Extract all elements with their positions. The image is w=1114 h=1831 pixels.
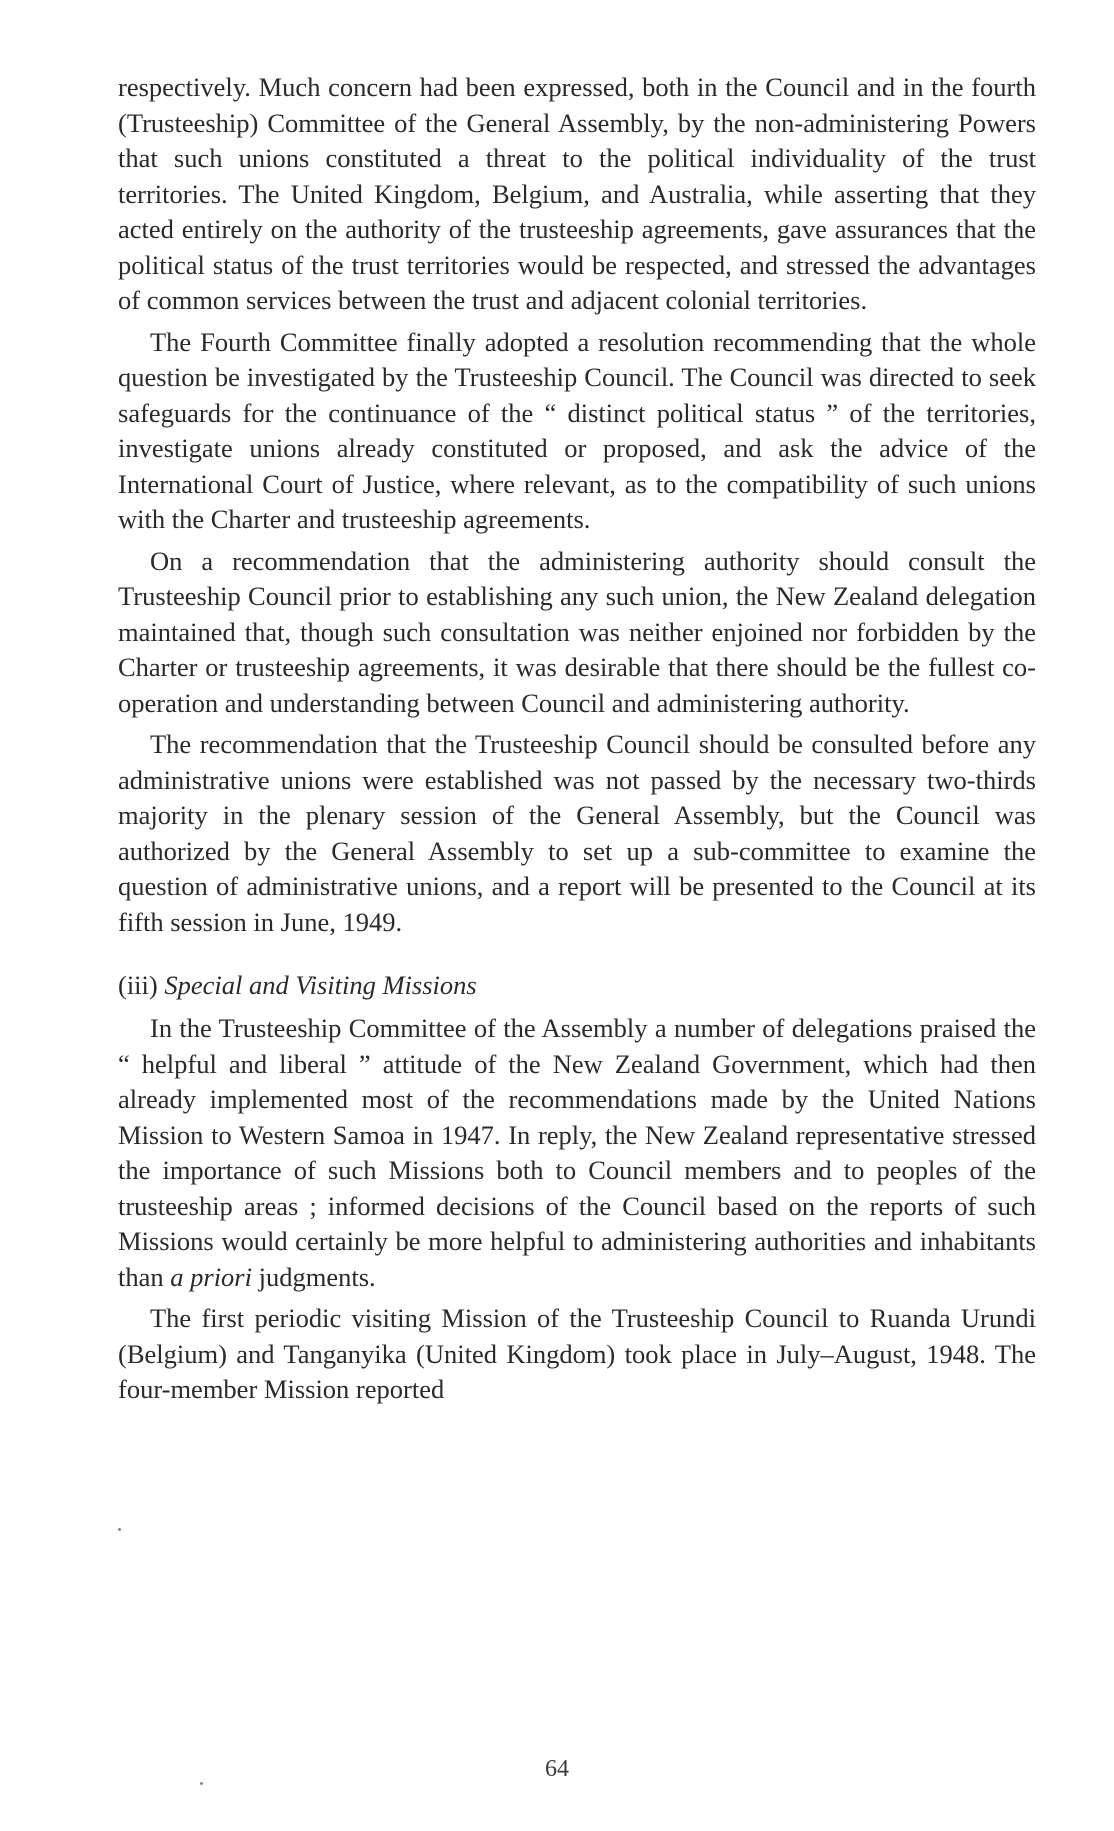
- page-number: 64: [545, 1756, 569, 1782]
- print-speck: [200, 1782, 203, 1785]
- paragraph-text: In the Trusteeship Committee of the Assembly a number of delegations praised the “ helpful and liberal ” attitude of the New Zealand Government, which had then already implemented most of the recommendations made by the United Nations Mission to Western Samoa in 1947. In reply, the New Zealand representative stressed the importance of such Missions both to Council members and to peoples of the trusteeship areas ; informed decisions of the Council based on the reports of such Missions would certainly be more helpful to administering authorities and inhabitants than: [118, 1013, 1036, 1292]
- paragraph-trusteeship-committee-praise: [118, 1011, 1036, 1295]
- paragraph-text-end: judgments.: [258, 1261, 376, 1292]
- section-number: (iii): [118, 970, 158, 1000]
- section-title: Special and Visiting Missions: [164, 970, 477, 1000]
- paragraph-first-visiting-mission: The first periodic visiting Mission of the Trusteeship Council to Ruanda Urundi (Belgium) and Tanganyika (United Kingdom) took place in July–August, 1948. The four-member Mission reported: [118, 1303, 1036, 1404]
- body-text: [118, 70, 1036, 1408]
- print-speck: [118, 1528, 121, 1531]
- paragraph-recommendation-not-passed: The recommendation that the Trusteeship Council should be consulted before any administrative unions were established was not passed by the necessary two-thirds majority in the plenary session of the General Assembly, but the Council was authorized by the General Assembly to set up a sub-committee to examine the question of administrative unions, and a report will be presented to the Council at its fifth session in June, 1949.: [118, 729, 1036, 937]
- paragraph-administrative-unions-concern: respectively. Much concern had been expressed, both in the Council and in the fourth (Trusteeship) Committee of the General Assembly, by the non-administering Powers that such unions constituted a threat to the political individuality of the trust territories. The United Kingdom, Belgium, and Australia, while asserting that they acted entirely on the authority of the trusteeship agreements, gave assurances that the political status of the trust territories would be respected, and stressed the advantages of common services between the trust and adjacent colonial territories.: [118, 72, 1036, 315]
- latin-phrase: a priori: [170, 1261, 252, 1292]
- paragraph-fourth-committee-resolution: The Fourth Committee finally adopted a resolution recommending that the whole question be investigated by the Trusteeship Council. The Council was directed to seek safeguards for the continuance of the “ distinct political status ” of the territories, investigate unions already constituted or proposed, and ask the advice of the International Court of Justice, where relevant, as to the compatibility of such unions with the Charter and trusteeship agreements.: [118, 326, 1036, 534]
- section-heading: [118, 968, 1036, 1003]
- paragraph-new-zealand-consultation: On a recommendation that the administering authority should consult the Trusteeship Council prior to establishing any such union, the New Zealand delegation maintained that, though such consultation was neither enjoined nor forbidden by the Charter or trusteeship agreements, it was desirable that there should be the fullest co-operation and understanding between Council and administering authority.: [118, 545, 1036, 718]
